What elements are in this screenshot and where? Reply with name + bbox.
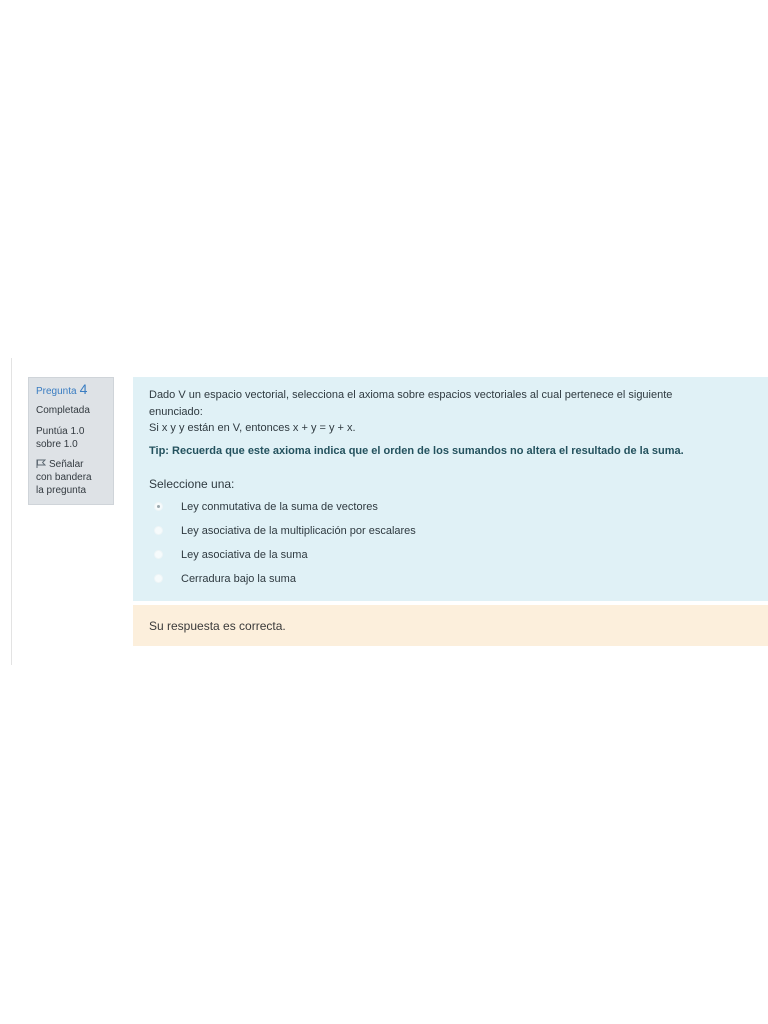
radio-button[interactable] [154, 526, 163, 535]
question-label: Pregunta [36, 386, 77, 397]
question-tip: Tip: Recuerda que este axioma indica que el orden de los sumandos no altera el resultado de la suma. [149, 444, 684, 457]
question-text-line-1: Dado V un espacio vectorial, selecciona el axioma sobre espacios vectoriales al cual pertenece el siguiente [149, 389, 673, 401]
answer-prompt: Seleccione una: [149, 476, 235, 491]
feedback-text: Su respuesta es correcta. [149, 618, 286, 633]
answer-option-label: Ley conmutativa de la suma de vectores [181, 500, 378, 513]
answer-option-4[interactable] [154, 567, 752, 591]
question-text [149, 387, 752, 437]
question-state: Completada [36, 405, 90, 416]
flag-label-line-3: la pregunta [36, 485, 87, 496]
grade-line-1: Puntúa 1.0 [36, 426, 85, 437]
answer-option-2[interactable] [154, 519, 752, 543]
feedback-box [133, 605, 768, 646]
answer-options [154, 495, 752, 591]
radio-button-selected[interactable] [154, 502, 163, 511]
question-formulation [133, 377, 768, 601]
left-divider [11, 358, 12, 665]
question-text-line-3: Si x y y están en V, entonces x + y = y + x. [149, 422, 356, 434]
answer-option-label: Cerradura bajo la suma [181, 572, 296, 585]
answer-option-label: Ley asociativa de la suma [181, 548, 308, 561]
question-info-panel [28, 377, 114, 505]
question-number: 4 [79, 381, 88, 397]
question-number-row [36, 383, 107, 398]
radio-button[interactable] [154, 550, 163, 559]
answer-option-1[interactable] [154, 495, 752, 519]
flag-question-link[interactable] [36, 458, 107, 497]
question-grade [36, 425, 107, 451]
grade-line-2: sobre 1.0 [36, 439, 78, 450]
answer-option-label: Ley asociativa de la multiplicación por escalares [181, 524, 416, 537]
radio-button[interactable] [154, 574, 163, 583]
flag-label-line-2: con bandera [36, 472, 92, 483]
question-text-line-2: enunciado: [149, 405, 203, 418]
flag-label-line-1: Señalar [49, 459, 84, 470]
answer-option-3[interactable] [154, 543, 752, 567]
flag-icon [36, 459, 46, 468]
